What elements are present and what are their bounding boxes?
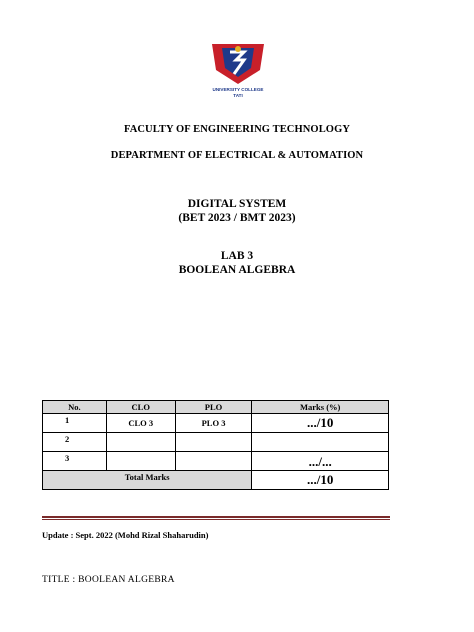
document-title: TITLE : BOOLEAN ALGEBRA xyxy=(42,575,175,585)
header-plo: PLO xyxy=(175,401,252,414)
row-clo xyxy=(106,452,175,471)
lab-title: BOOLEAN ALGEBRA xyxy=(178,264,296,276)
divider-thin xyxy=(42,519,390,520)
total-row xyxy=(43,471,389,490)
header-clo: CLO xyxy=(106,401,175,414)
logo-text-line1: UNIVERSITY COLLEGE xyxy=(212,87,264,92)
row-no: 1 xyxy=(43,414,107,433)
row-plo: PLO 3 xyxy=(175,414,252,433)
total-value: .../10 xyxy=(252,471,389,490)
header-marks: Marks (%) xyxy=(252,401,389,414)
row-marks: .../10 xyxy=(252,414,389,433)
divider-thick xyxy=(42,516,390,518)
logo-star-icon xyxy=(235,46,241,52)
marks-table xyxy=(42,400,389,490)
total-label: Total Marks xyxy=(43,471,252,490)
row-plo xyxy=(175,452,252,471)
table-row xyxy=(43,452,389,471)
logo-text-line2: TATI xyxy=(233,93,243,98)
row-plo xyxy=(175,433,252,452)
table-row xyxy=(43,433,389,452)
table-header-row xyxy=(43,401,389,414)
course-name: DIGITAL SYSTEM xyxy=(187,198,287,210)
row-clo xyxy=(106,433,175,452)
row-clo: CLO 3 xyxy=(106,414,175,433)
university-logo xyxy=(208,40,268,100)
row-marks: .../... xyxy=(252,452,389,471)
header-no: No. xyxy=(43,401,107,414)
row-marks xyxy=(252,433,389,452)
update-note: Update : Sept. 2022 (Mohd Rizal Shaharudin) xyxy=(42,530,209,540)
department-heading: DEPARTMENT OF ELECTRICAL & AUTOMATION xyxy=(110,150,364,161)
table-row xyxy=(43,414,389,433)
faculty-heading: FACULTY OF ENGINEERING TECHNOLOGY xyxy=(123,124,351,135)
row-no: 2 xyxy=(43,433,107,452)
row-no: 3 xyxy=(43,452,107,471)
course-codes: (BET 2023 / BMT 2023) xyxy=(178,212,296,224)
lab-number: LAB 3 xyxy=(220,250,254,262)
